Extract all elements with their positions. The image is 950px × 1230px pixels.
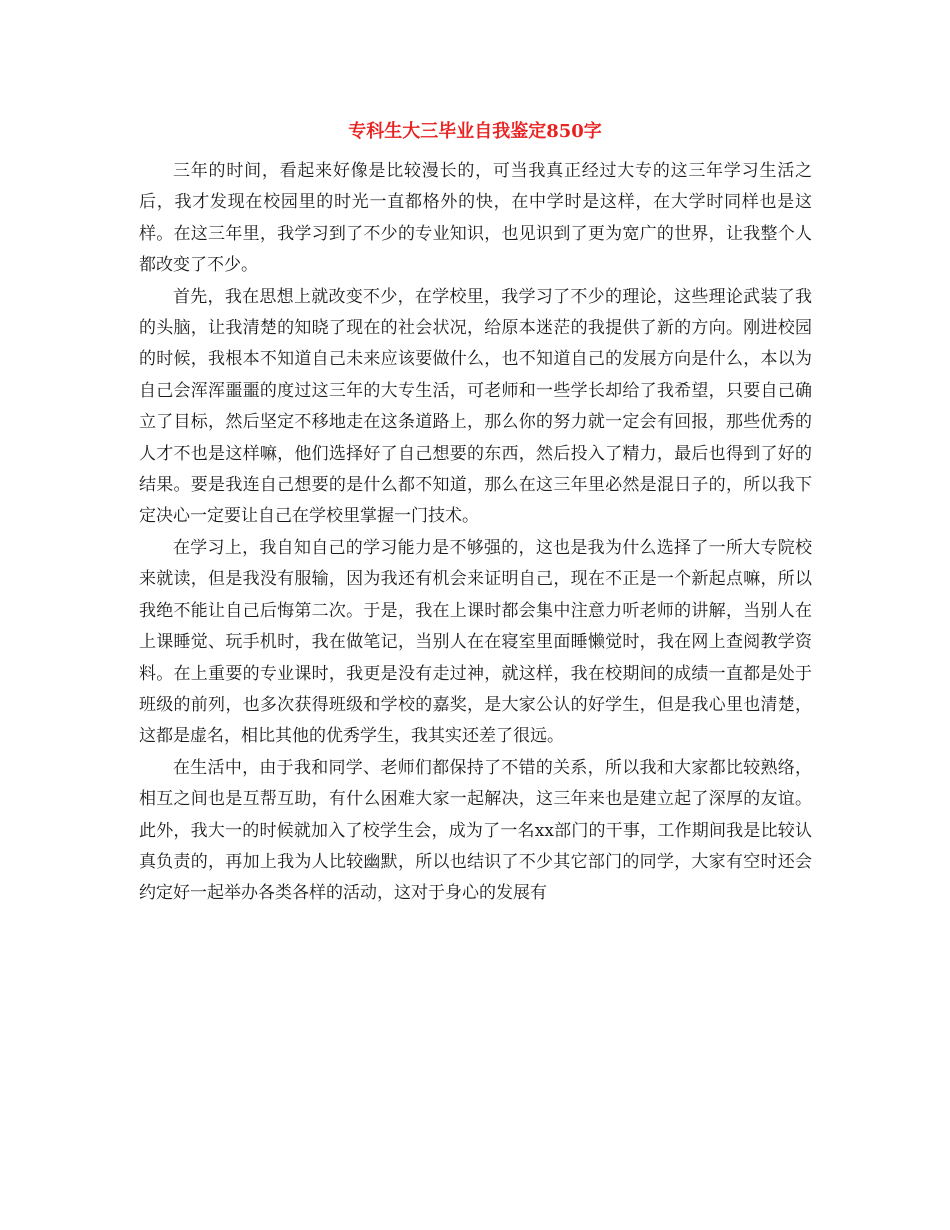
paragraph-intro: 三年的时间，看起来好像是比较漫长的，可当我真正经过大专的这三年学习生活之后，我才发现在校园里的时光一直都格外的快，在中学时是这样，在大学时同样也是这样。在这三年里，我学习到了不少的专业知识，也见识到了更为宽广的世界，让我整个人都改变了不少。 (139, 161, 812, 276)
paragraph-study: 在学习上，我自知自己的学习能力是不够强的，这也是我为什么选择了一所大专院校来就读，但是我没有服输，因为我还有机会来证明自己，现在不正是一个新起点嘛，所以我绝不能让自己后悔第二次。于是，我在上课时都会集中注意力听老师的讲解，当别人在上课睡觉、玩手机时，我在做笔记，当别人在在寝室里面睡懒觉时，我在网上查阅教学资料。在上重要的专业课时，我更是没有走过神，就这样，我在校期间的成绩一直都是处于班级的前列，也多次获得班级和学校的嘉奖，是大家公认的好学生，但是我心里也清楚，这都是虚名，相比其他的优秀学生，我其实还差了很远。 (139, 537, 812, 747)
paragraph-life: 在生活中，由于我和同学、老师们都保持了不错的关系，所以我和大家都比较熟络，相互之间也是互帮互助，有什么困难大家一起解决，这三年来也是建立起了深厚的友谊。此外，我大一的时候就加入了校学生会，成为了一名xx部门的干事，工作期间我是比较认真负责的，再加上我为人比较幽默，所以也结识了不少其它部门的同学，大家有空时还会约定好一起举办各类各样的活动，这对于身心的发展有 (139, 757, 812, 904)
document-body (139, 156, 812, 910)
paragraph-thought: 首先，我在思想上就改变不少，在学校里，我学习了不少的理论，这些理论武装了我的头脑，让我清楚的知晓了现在的社会状况，给原本迷茫的我提供了新的方向。刚进校园的时候，我根本不知道自己未来应该要做什么，也不知道自己的发展方向是什么，本以为自己会浑浑噩噩的度过这三年的大专生活，可老师和一些学长却给了我希望，只要自己确立了目标，然后坚定不移地走在这条道路上，那么你的努力就一定会有回报，那些优秀的人才不也是这样嘛，他们选择好了自己想要的东西，然后投入了精力，最后也得到了好的结果。要是我连自己想要的是什么都不知道，那么在这三年里必然是混日子的，所以我下定决心一定要让自己在学校里掌握一门技术。 (139, 286, 812, 527)
document-title: 专科生大三毕业自我鉴定850字 (348, 121, 602, 142)
